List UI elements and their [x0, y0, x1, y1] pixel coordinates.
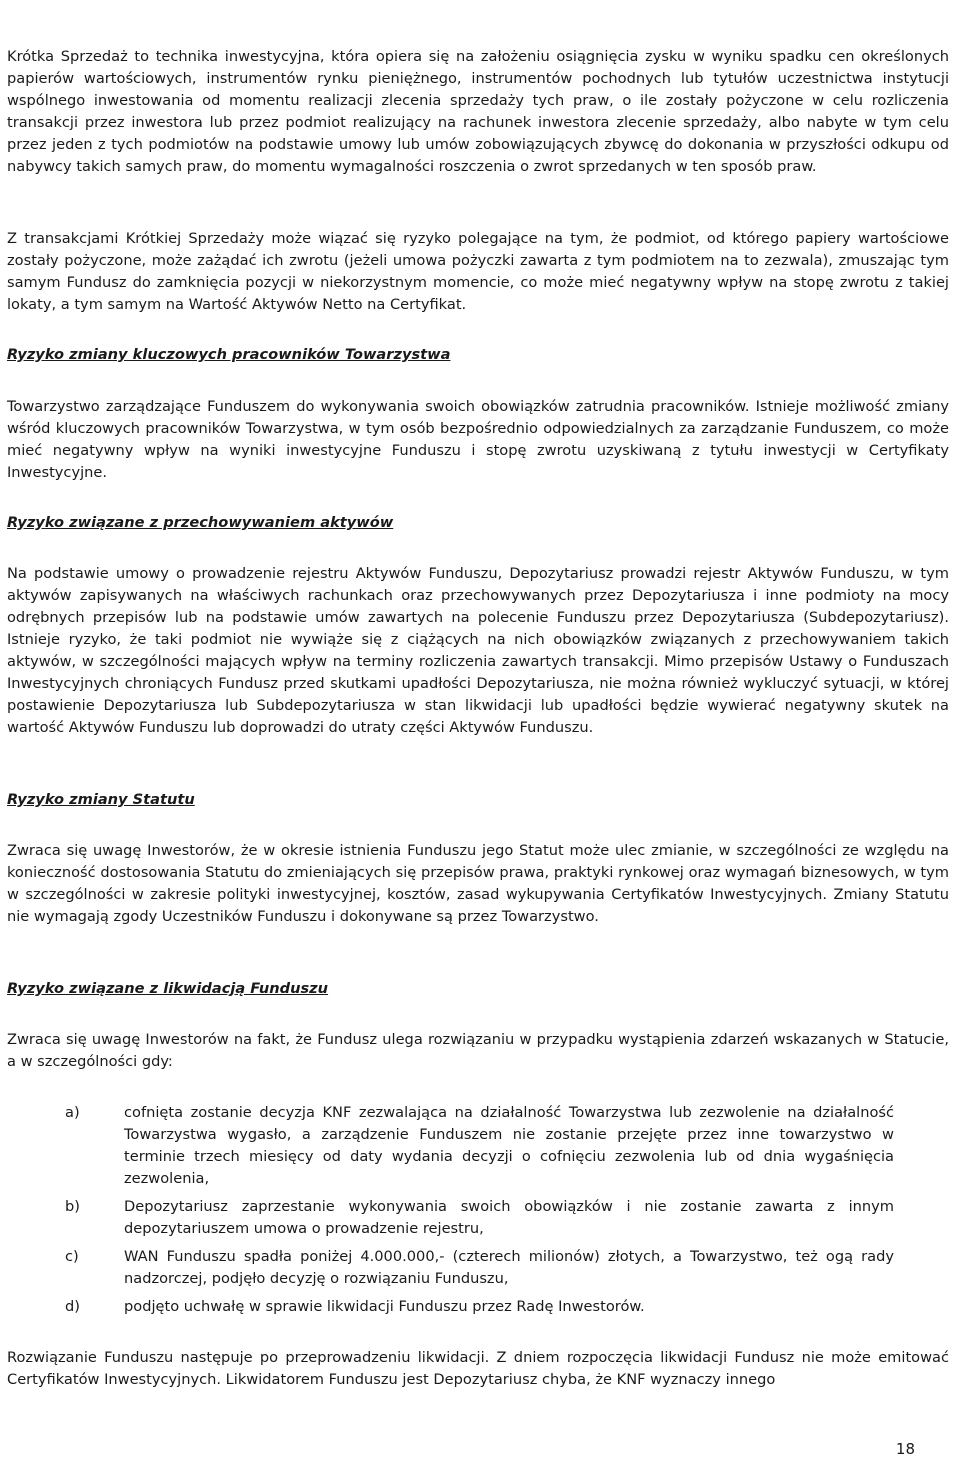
- list-marker: a): [65, 1104, 80, 1121]
- paragraph: Rozwiązanie Funduszu następuje po przeprowadzeniu likwidacji. Z dniem rozpoczęcia likwidacji Fundusz nie może emitować Certyfikatów Inwestycyjnych. Likwidatorem Funduszu jest Depozytariusz chyba, że KNF wyznaczy innego: [7, 1349, 949, 1388]
- list-marker: b): [65, 1198, 80, 1215]
- paragraph: Krótka Sprzedaż to technika inwestycyjna, która opiera się na założeniu osiągnięcia zysku w wyniku spadku cen określonych papierów wartościowych, instrumentów rynku pieniężnego, instrumentów pochodnych lub tytułów uczestnictwa instytucji wspólnego inwestowania od momentu realizacji zlecenia sprzedaży tych praw, o ile zostały pożyczone w celu rozliczenia transakcji przez inwestora lub przez podmiot realizujący na rachunek inwestora zlecenie sprzedaży, albo nabyte w tym celu przez jeden z tych podmiotów na podstawie umowy lub umów zobowiązujących zbywcę do dokonania w przyszłości odkupu od nabywcy takich samych praw, do momentu wymagalności roszczenia o zwrot sprzedanych w ten sposób praw.: [7, 48, 949, 175]
- liquidation-intro-block: [7, 1029, 949, 1073]
- section-heading: Ryzyko zmiany Statutu: [7, 791, 195, 808]
- short-sale-risk-block: [7, 228, 949, 316]
- short-sale-definition-block: [7, 46, 949, 178]
- key-staff-block: [7, 396, 949, 484]
- paragraph: Na podstawie umowy o prowadzenie rejestru Aktywów Funduszu, Depozytariusz prowadzi rejestr Aktywów Funduszu, w tym aktywów zapisywanych na właściwych rachunkach oraz przechowywanych przez Depozytariusza i inne podmioty na mocy odrębnych przepisów lub na podstawie umów zawartych na polecenie Funduszu przez Depozytariusza (Subdepozytariusz). Istnieje ryzyko, że taki podmiot nie wywiąże się z ciążących na nich obowiązków związanych z przechowywaniem takich aktywów, w szczególności mających wpływ na terminy rozliczenia zawartych transakcji. Mimo przepisów Ustawy o Funduszach Inwestycyjnych chroniących Fundusz przed skutkami upadłości Depozytariusza, nie można również wykluczyć sytuacji, w której postawienie Depozytariusza lub Subdepozytariusza w stan likwidacji lub upadłości będzie wywierać negatywny skutek na wartość Aktywów Funduszu lub doprowadzi do utraty części Aktywów Funduszu.: [7, 565, 949, 736]
- list-text: cofnięta zostanie decyzja KNF zezwalająca na działalność Towarzystwa lub zezwolenie na działalność Towarzystwa wygasło, a zarządzenie Funduszem nie zostanie przejęte przez inne towarzystwo w terminie trzech miesięcy od daty wydania decyzji o cofnięciu zezwolenia lub od dnia wygaśnięcia zezwolenia,: [124, 1104, 894, 1187]
- custody-block: [7, 563, 949, 739]
- list-marker: d): [65, 1298, 80, 1315]
- list-text: podjęto uchwałę w sprawie likwidacji Funduszu przez Radę Inwestorów.: [124, 1298, 645, 1315]
- section-heading: Ryzyko związane z likwidacją Funduszu: [7, 980, 329, 997]
- liquidation-outro-block: [7, 1347, 949, 1391]
- list-marker: c): [65, 1248, 79, 1265]
- paragraph: Zwraca się uwagę Inwestorów, że w okresie istnienia Funduszu jego Statut może ulec zmianie, w szczególności ze względu na konieczność dostosowania Statutu do zmieniających się przepisów prawa, praktyki rynkowej oraz wymagań biznesowych, w tym w szczególności w zakresie polityki inwestycyjnej, kosztów, zasad wykupywania Certyfikatów Inwestycyjnych. Zmiany Statutu nie wymagają zgody Uczestników Funduszu i dokonywane są przez Towarzystwo.: [7, 842, 949, 925]
- list-text: Depozytariusz zaprzestanie wykonywania swoich obowiązków i nie zostanie zawarta z innym depozytariuszem umowa o prowadzenie rejestru,: [124, 1198, 894, 1237]
- statute-block: [7, 840, 949, 928]
- page-number: 18: [895, 1440, 915, 1458]
- paragraph: Zwraca się uwagę Inwestorów na fakt, że Fundusz ulega rozwiązaniu w przypadku wystąpienia zdarzeń wskazanych w Statucie, a w szczególności gdy:: [7, 1031, 949, 1070]
- paragraph: Z transakcjami Krótkiej Sprzedaży może wiązać się ryzyko polegające na tym, że podmiot, od którego papiery wartościowe zostały pożyczone, może zażądać ich zwrotu (jeżeli umowa pożyczki zawarta z tym podmiotem na to zezwala), zmuszając tym samym Fundusz do zamknięcia pozycji w niekorzystnym momencie, co może mieć negatywny wpływ na stopę zwrotu z takiej lokaty, a tym samym na Wartość Aktywów Netto na Certyfikat.: [7, 230, 949, 313]
- list-text: WAN Funduszu spadła poniżej 4.000.000,- (czterech milionów) złotych, a Towarzystwo, też ogą rady nadzorczej, podjęło decyzję o rozwiązaniu Funduszu,: [124, 1248, 894, 1287]
- section-heading: Ryzyko zmiany kluczowych pracowników Towarzystwa: [7, 346, 451, 363]
- section-heading: Ryzyko związane z przechowywaniem aktywów: [7, 514, 394, 531]
- paragraph: Towarzystwo zarządzające Funduszem do wykonywania swoich obowiązków zatrudnia pracowników. Istnieje możliwość zmiany wśród kluczowych pracowników Towarzystwa, w tym osób bezpośrednio odpowiedzialnych za zarządzanie Funduszem, co może mieć negatywny wpływ na wyniki inwestycyjne Funduszu i stopę zwrotu uzyskiwaną z tytułu inwestycji w Certyfikaty Inwestycyjne.: [7, 398, 949, 481]
